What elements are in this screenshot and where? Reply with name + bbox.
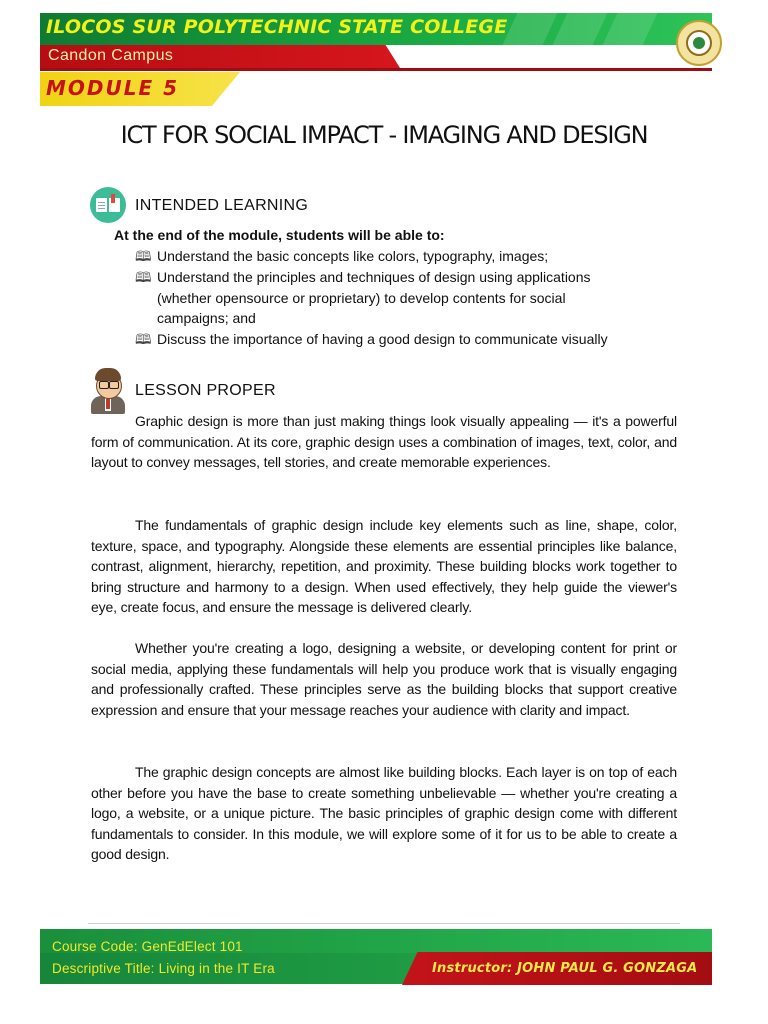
objectives-lead: At the end of the module, students will be able to: xyxy=(114,227,445,243)
module-label: MODULE 5 xyxy=(46,76,180,100)
lesson-paragraph: The fundamentals of graphic design include key elements such as line, shape, color, texture, space, and typography. Alongside these elements are essential principles like balance, contrast, alignment, hierarchy, repetition, and proximity. These building blocks work together to bring structure and harmony to a design. When used effectively, they help guide the viewer's eye, create focus, and ensure the message is delivered clearly. xyxy=(91,517,677,616)
header-divider xyxy=(40,68,712,71)
instructor-name: Instructor: JOHN PAUL G. GONZAGA xyxy=(432,961,698,976)
campus-name: Candon Campus xyxy=(48,47,174,64)
institution-name: ILOCOS SUR POLYTECHNIC STATE COLLEGE xyxy=(46,16,508,38)
footer-divider xyxy=(88,923,680,924)
intended-learning-heading: INTENDED LEARNING xyxy=(135,197,309,214)
page-title: ICT FOR SOCIAL IMPACT - IMAGING AND DESIGN xyxy=(120,121,648,149)
college-seal-icon xyxy=(676,20,722,66)
open-book-icon: 🕮 xyxy=(135,248,152,264)
open-book-icon: 🕮 xyxy=(135,269,152,285)
teacher-avatar-icon xyxy=(90,364,126,414)
objective-item: 🕮 Understand the basic concepts like colors, typography, images; xyxy=(135,246,548,267)
descriptive-title: Descriptive Title: Living in the IT Era xyxy=(52,961,275,976)
objective-item: 🕮 Discuss the importance of having a good design to communicate visually xyxy=(135,329,608,350)
course-code: Course Code: GenEdElect 101 xyxy=(52,939,243,954)
lesson-paragraph: Whether you're creating a logo, designing a website, or developing content for print or social media, applying these fundamentals will help you produce work that is visually engaging and professionally crafted. These principles serve as the building blocks that support creative expression and ensure that your message reaches your audience with clarity and impact. xyxy=(91,640,677,718)
lesson-paragraph: Graphic design is more than just making things look visually appealing — it's a powerful form of communication. At its core, graphic design uses a combination of images, text, color, and layout to convey messages, tell stories, and create memorable experiences. xyxy=(91,413,677,471)
objective-item: 🕮 Understand the principles and techniques of design using applications (whether opensource or proprietary) to develop contents for social campaigns; and xyxy=(135,269,591,326)
lesson-paragraph: The graphic design concepts are almost like building blocks. Each layer is on top of each other before you have the base to create something unbelievable — whether you're creating a logo, a website, or a unique picture. The basic principles of graphic design come with different fundamentals to consider. In this module, we will explore some of it for us to be able to create a good design. xyxy=(91,764,677,863)
lesson-proper-heading: LESSON PROPER xyxy=(135,382,276,399)
open-book-icon: 🕮 xyxy=(135,331,152,347)
book-icon xyxy=(90,187,126,223)
